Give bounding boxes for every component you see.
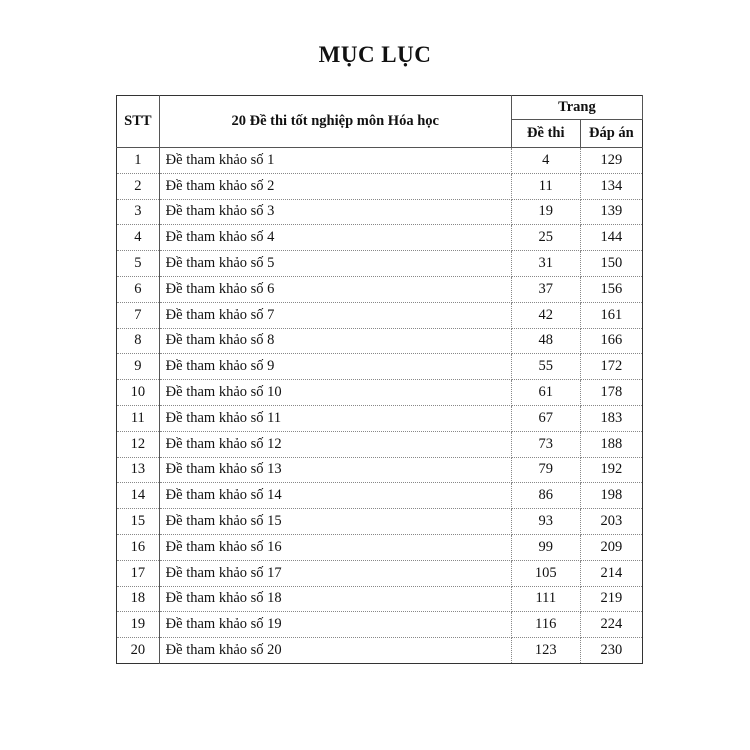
row-name: Đề tham khảo số 18 bbox=[159, 586, 511, 612]
row-dap-an-page: 172 bbox=[580, 354, 642, 380]
row-name: Đề tham khảo số 15 bbox=[159, 509, 511, 535]
row-de-thi-page: 93 bbox=[511, 509, 580, 535]
row-dap-an-page: 203 bbox=[580, 509, 642, 535]
row-dap-an-page: 219 bbox=[580, 586, 642, 612]
row-stt: 5 bbox=[117, 251, 160, 277]
row-dap-an-page: 150 bbox=[580, 251, 642, 277]
row-de-thi-page: 105 bbox=[511, 560, 580, 586]
header-trang: Trang bbox=[511, 96, 642, 120]
table-row bbox=[117, 405, 643, 431]
table-row bbox=[117, 586, 643, 612]
table-row bbox=[117, 380, 643, 406]
row-name: Đề tham khảo số 8 bbox=[159, 328, 511, 354]
row-de-thi-page: 73 bbox=[511, 431, 580, 457]
row-name: Đề tham khảo số 10 bbox=[159, 380, 511, 406]
row-name: Đề tham khảo số 3 bbox=[159, 199, 511, 225]
row-de-thi-page: 99 bbox=[511, 534, 580, 560]
row-name: Đề tham khảo số 11 bbox=[159, 405, 511, 431]
table-row bbox=[117, 431, 643, 457]
row-dap-an-page: 224 bbox=[580, 612, 642, 638]
row-dap-an-page: 134 bbox=[580, 173, 642, 199]
row-dap-an-page: 129 bbox=[580, 148, 642, 174]
row-name: Đề tham khảo số 6 bbox=[159, 276, 511, 302]
row-stt: 17 bbox=[117, 560, 160, 586]
row-stt: 2 bbox=[117, 173, 160, 199]
row-stt: 8 bbox=[117, 328, 160, 354]
row-de-thi-page: 37 bbox=[511, 276, 580, 302]
table-row bbox=[117, 173, 643, 199]
row-de-thi-page: 42 bbox=[511, 302, 580, 328]
row-dap-an-page: 214 bbox=[580, 560, 642, 586]
row-stt: 1 bbox=[117, 148, 160, 174]
row-stt: 6 bbox=[117, 276, 160, 302]
row-de-thi-page: 48 bbox=[511, 328, 580, 354]
row-name: Đề tham khảo số 9 bbox=[159, 354, 511, 380]
table-row bbox=[117, 302, 643, 328]
table-row bbox=[117, 251, 643, 277]
row-dap-an-page: 144 bbox=[580, 225, 642, 251]
row-name: Đề tham khảo số 16 bbox=[159, 534, 511, 560]
table-row bbox=[117, 612, 643, 638]
header-stt: STT bbox=[117, 96, 160, 148]
row-dap-an-page: 183 bbox=[580, 405, 642, 431]
row-dap-an-page: 166 bbox=[580, 328, 642, 354]
table-row bbox=[117, 328, 643, 354]
row-de-thi-page: 79 bbox=[511, 457, 580, 483]
row-de-thi-page: 19 bbox=[511, 199, 580, 225]
table-row bbox=[117, 509, 643, 535]
row-name: Đề tham khảo số 12 bbox=[159, 431, 511, 457]
row-de-thi-page: 123 bbox=[511, 638, 580, 664]
row-de-thi-page: 86 bbox=[511, 483, 580, 509]
row-stt: 20 bbox=[117, 638, 160, 664]
table-body bbox=[117, 148, 643, 664]
row-name: Đề tham khảo số 20 bbox=[159, 638, 511, 664]
row-dap-an-page: 192 bbox=[580, 457, 642, 483]
row-de-thi-page: 61 bbox=[511, 380, 580, 406]
row-de-thi-page: 31 bbox=[511, 251, 580, 277]
row-stt: 16 bbox=[117, 534, 160, 560]
table-of-contents bbox=[116, 95, 643, 664]
row-name: Đề tham khảo số 4 bbox=[159, 225, 511, 251]
row-dap-an-page: 209 bbox=[580, 534, 642, 560]
row-name: Đề tham khảo số 5 bbox=[159, 251, 511, 277]
row-name: Đề tham khảo số 17 bbox=[159, 560, 511, 586]
row-stt: 11 bbox=[117, 405, 160, 431]
row-stt: 14 bbox=[117, 483, 160, 509]
table-row bbox=[117, 276, 643, 302]
row-de-thi-page: 4 bbox=[511, 148, 580, 174]
row-stt: 19 bbox=[117, 612, 160, 638]
row-stt: 7 bbox=[117, 302, 160, 328]
row-de-thi-page: 67 bbox=[511, 405, 580, 431]
row-de-thi-page: 55 bbox=[511, 354, 580, 380]
row-stt: 9 bbox=[117, 354, 160, 380]
table-row bbox=[117, 638, 643, 664]
row-stt: 18 bbox=[117, 586, 160, 612]
table-row bbox=[117, 560, 643, 586]
row-de-thi-page: 111 bbox=[511, 586, 580, 612]
row-name: Đề tham khảo số 1 bbox=[159, 148, 511, 174]
row-stt: 10 bbox=[117, 380, 160, 406]
row-stt: 12 bbox=[117, 431, 160, 457]
row-dap-an-page: 230 bbox=[600, 642, 623, 659]
table-row bbox=[117, 199, 643, 225]
row-stt: 13 bbox=[117, 457, 160, 483]
row-dap-an-page: 178 bbox=[580, 380, 642, 406]
table-row bbox=[117, 225, 643, 251]
row-dap-an-page: 198 bbox=[580, 483, 642, 509]
row-name: Đề tham khảo số 19 bbox=[159, 612, 511, 638]
row-name: Đề tham khảo số 7 bbox=[159, 302, 511, 328]
row-name: Đề tham khảo số 14 bbox=[159, 483, 511, 509]
row-stt: 4 bbox=[117, 225, 160, 251]
row-stt: 3 bbox=[117, 199, 160, 225]
row-dap-an-page: 188 bbox=[580, 431, 642, 457]
row-stt: 15 bbox=[117, 509, 160, 535]
header-dap-an: Đáp án bbox=[580, 120, 642, 148]
table-row bbox=[117, 354, 643, 380]
row-name: Đề tham khảo số 2 bbox=[159, 173, 511, 199]
row-de-thi-page: 25 bbox=[511, 225, 580, 251]
table-row bbox=[117, 534, 643, 560]
row-name: Đề tham khảo số 13 bbox=[159, 457, 511, 483]
row-dap-an-page: 139 bbox=[580, 199, 642, 225]
table-row bbox=[117, 457, 643, 483]
row-dap-an-page: 156 bbox=[580, 276, 642, 302]
row-dap-an-page: 161 bbox=[580, 302, 642, 328]
header-name: 20 Đề thi tốt nghiệp môn Hóa học bbox=[159, 96, 511, 148]
table-row bbox=[117, 148, 643, 174]
page-title: MỤC LỤC bbox=[318, 42, 432, 67]
table-row bbox=[117, 483, 643, 509]
row-de-thi-page: 11 bbox=[511, 173, 580, 199]
header-de-thi: Đề thi bbox=[511, 120, 580, 148]
row-de-thi-page: 116 bbox=[511, 612, 580, 638]
